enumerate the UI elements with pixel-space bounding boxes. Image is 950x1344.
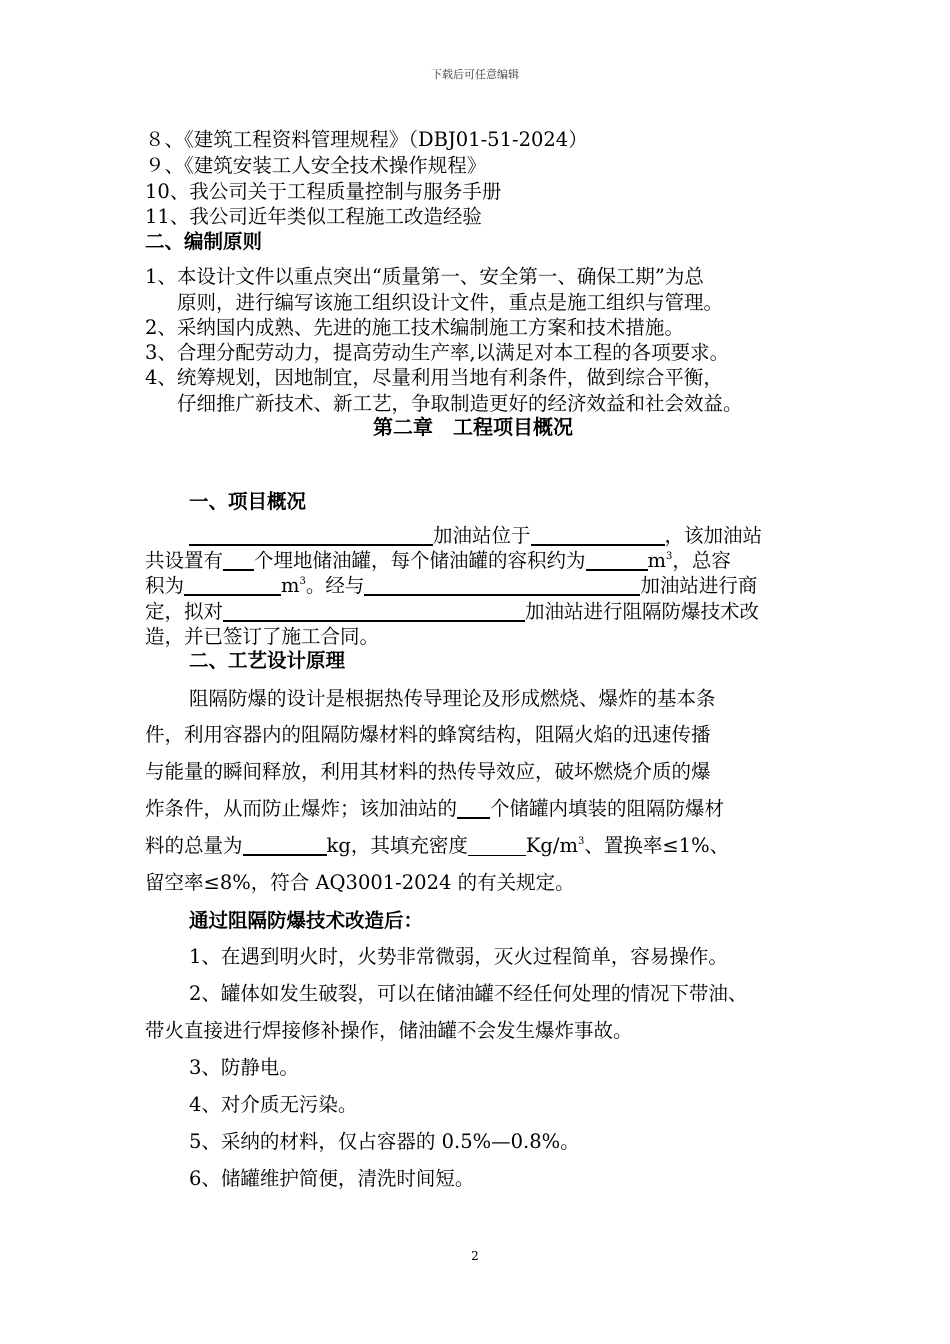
section-heading: 通过阻隔防爆技术改造后：: [189, 909, 424, 932]
benefit-item: 5、采纳的材料，仅占容器的 0.5%—0.8%。: [189, 1130, 580, 1153]
reference-item: ９、《建筑安装工人安全技术操作规程》: [145, 154, 487, 177]
page-number: 2: [471, 1249, 479, 1263]
blank-field: [468, 834, 526, 855]
overview-line: 共设置有 个埋地储油罐，每个储油罐的容积约为 $m^3$，总容: [145, 549, 731, 572]
overview-line: 造，并已签订了施工合同。: [145, 625, 380, 648]
overview-line: 定，拟对 加油站进行阻隔防爆技术改: [145, 600, 760, 623]
blank-field: [243, 833, 327, 855]
chapter-title: 第二章 工程项目概况: [373, 415, 573, 439]
blank-field: [364, 573, 640, 595]
blank-field: [223, 599, 525, 621]
principle-item: 4、统筹规划，因地制宜，尽量利用当地有利条件，做到综合平衡，: [145, 366, 723, 389]
principle-item: 3、合理分配劳动力，提高劳动生产率,以满足对本工程的各项要求。: [145, 341, 730, 364]
reference-item: ８、《建筑工程资料管理规程》（DBJ01-51-2024）: [145, 128, 588, 151]
blank-field: [457, 796, 490, 818]
blank-field: [184, 573, 281, 595]
section-heading: 二、编制原则: [145, 230, 263, 253]
blank-field: [189, 523, 433, 545]
principle-item: 2、采纳国内成熟、先进的施工技术编制施工方案和技术措施。: [145, 316, 684, 339]
section-heading: 二、工艺设计原理: [189, 649, 346, 672]
blank-field: [223, 548, 254, 570]
body-line: 料的总量为 kg，其填充密度 $Kg/m^3$、置换率≤1%、: [145, 834, 730, 857]
benefit-item: 6、储罐维护简便，清洗时间短。: [189, 1167, 475, 1190]
overview-line: 加油站位于 ，该加油站: [145, 520, 762, 548]
body-line: 件，利用容器内的阻隔防爆材料的蜂窝结构，阻隔火焰的迅速传播: [145, 723, 711, 746]
benefit-item: 1、在遇到明火时，火势非常微弱，灭火过程简单，容易操作。: [189, 945, 728, 968]
benefit-item: 带火直接进行焊接修补操作，储油罐不会发生爆炸事故。: [145, 1019, 633, 1042]
blank-field: [531, 523, 665, 545]
principle-item: 仔细推广新技术、新工艺，争取制造更好的经济效益和社会效益。: [177, 392, 743, 415]
overview-line: 积为 $m^3$。经与 加油站进行商: [145, 574, 758, 597]
body-line: 阻隔防爆的设计是根据热传导理论及形成燃烧、爆炸的基本条: [189, 687, 716, 710]
body-line: 与能量的瞬间释放，利用其材料的热传导效应，破坏燃烧介质的爆: [145, 760, 711, 783]
benefit-item: 4、对介质无污染。: [189, 1093, 358, 1116]
body-line: 留空率≤8%，符合 AQ3001-2024 的有关规定。: [145, 871, 575, 894]
section-heading: 一、项目概况: [189, 490, 307, 513]
reference-item: 10、我公司关于工程质量控制与服务手册: [145, 180, 502, 203]
benefit-item: 2、罐体如发生破裂，可以在储油罐不经任何处理的情况下带油、: [189, 982, 748, 1005]
reference-item: 11、我公司近年类似工程施工改造经验: [145, 205, 482, 228]
body-line: 炸条件，从而防止爆炸；该加油站的 个储罐内填装的阻隔防爆材: [145, 797, 725, 820]
principle-item: 1、本设计文件以重点突出“质量第一、安全第一、确保工期”为总: [145, 265, 704, 288]
page-header: 下载后可任意编辑: [431, 68, 519, 81]
benefit-item: 3、防静电。: [189, 1056, 299, 1079]
principle-item: 原则，进行编写该施工组织设计文件，重点是施工组织与管理。: [177, 291, 724, 314]
blank-field: [586, 548, 648, 570]
